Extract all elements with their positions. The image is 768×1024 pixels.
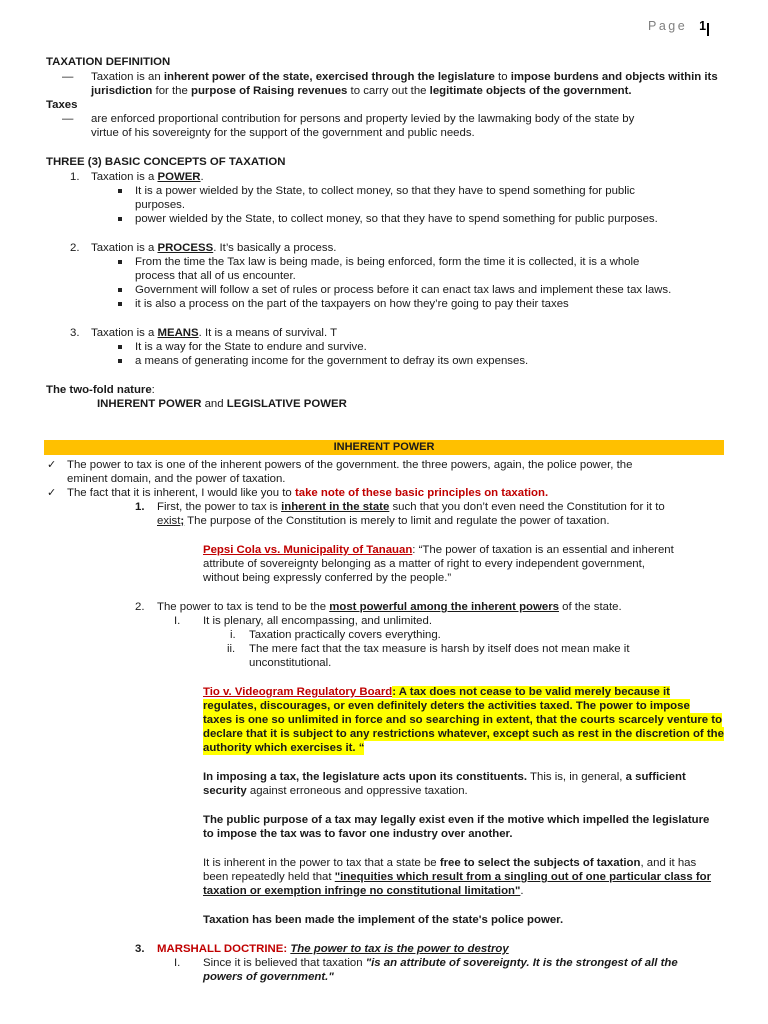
tio-case-line-4: declare that it is subject to any restrictions whatever, except such as rest in the discretion of the [203,728,724,740]
bullet-marker [118,217,122,221]
concept-2-title: Taxation is a PROCESS. It’s basically a process. [91,242,337,254]
bullet-marker [118,359,122,363]
inherent-power-banner-title: INHERENT POWER [333,441,435,453]
concept-3-number: 3. [70,327,80,339]
check-icon: ✓ [47,459,57,471]
sub-ii-number: ii. [227,643,236,655]
sub-ii-line-2: unconstitutional. [249,657,332,669]
sub-i-text: Taxation practically covers everything. [249,629,441,641]
subjects-paragraph-line-1: It is inherent in the power to tax that a state be free to select the subjects of taxation, and it has [203,857,697,869]
public-purpose-line-2: to impose the tax was to favor one industry over another. [203,828,513,840]
concept-1-number: 1. [70,171,80,183]
principle-1-line-2: exist; The purpose of the Constitution is merely to limit and regulate the power of taxation. [157,515,610,527]
sub-ii-line-1: The mere fact that the tax measure is harsh by itself does not mean make it [249,643,630,655]
bullet-marker [118,189,122,193]
page-label: Page [648,19,688,33]
taxes-line-1: are enforced proportional contribution for persons and property levied by the lawmaking body of the state by [91,113,635,125]
principle-1-number: 1. [135,501,145,513]
bullet-marker [118,345,122,349]
tio-case-line-5: authority which exercises it. “ [203,742,365,754]
concept-2-bullet-1-line-2: process that all of us encounter. [135,270,296,282]
concept-3-bullet-1: It is a way for the State to endure and survive. [135,341,367,353]
twofold-heading: The two-fold nature: [46,384,155,396]
pepsi-case-line-2: attribute of sovereignty belonging as a matter of right to every independent government, [203,558,645,570]
three-concepts-heading: THREE (3) BASIC CONCEPTS OF TAXATION [46,156,286,168]
dash-marker: — [62,113,74,125]
subjects-paragraph-line-2: been repeatedly held that "inequities which result from a singling out of one particular class for [203,871,712,883]
concept-1-title: Taxation is a POWER. [91,171,204,183]
plenary-text: It is plenary, all encompassing, and unlimited. [203,615,432,627]
taxes-line-2: virtue of his sovereignty for the support of the government and public needs. [91,127,475,139]
roman-numeral: I. [174,615,181,627]
concept-2-number: 2. [70,242,80,254]
dash-marker: — [62,71,74,83]
legislature-paragraph-line-1: In imposing a tax, the legislature acts upon its constituents. This is, in general, a sufficient [203,771,686,783]
sub-i-number: i. [230,629,236,641]
concept-2-bullet-3: it is also a process on the part of the taxpayers on how they’re going to pay their taxes [135,298,569,310]
check-icon: ✓ [47,487,57,499]
police-power-line: Taxation has been made the implement of the state's police power. [203,914,564,926]
concept-3-title: Taxation is a MEANS. It is a means of survival. T [91,327,338,339]
taxation-definition-line-2: jurisdiction for the purpose of Raising revenues to carry out the legitimate objects of the government. [91,85,632,97]
legislature-paragraph-line-2: security against erroneous and oppressive taxation. [203,785,468,797]
tio-case-line-1: Tio v. Videogram Regulatory Board: A tax does not cease to be valid merely because it [203,686,670,698]
bullet-marker [118,288,122,292]
pepsi-case-line-1: Pepsi Cola vs. Municipality of Tanauan: “The power of taxation is an essential and inherent [203,544,674,556]
tio-case-line-3: taxes is one so unlimited in force and so searching in extent, that the courts scarcely venture to [203,714,723,726]
tio-case-line-2: regulates, discourages, or even definitely deters the activities taxed. The power to impose [203,700,690,712]
principle-1-line-1: First, the power to tax is inherent in the state such that you don’t even need the Constitution for it to [157,501,665,513]
concept-3-bullet-2: a means of generating income for the government to defray its own expenses. [135,355,529,367]
principle-2-line: The power to tax is tend to be the most powerful among the inherent powers of the state. [157,601,622,613]
marshall-doctrine-line: MARSHALL DOCTRINE: The power to tax is the power to destroy [157,943,509,955]
public-purpose-line-1: The public purpose of a tax may legally exist even if the motive which impelled the legislature [203,814,710,826]
concept-1-bullet-1-line-1: It is a power wielded by the State, to collect money, so that they have to spend something for public [135,185,635,197]
concept-1-bullet-2: power wielded by the State, to collect money, so that they have to spend something for public purposes. [135,213,658,225]
sovereignty-line-2: powers of government." [203,971,334,983]
page-number: 1 [699,19,707,33]
bullet-marker [118,260,122,264]
roman-numeral: I. [174,957,181,969]
pepsi-case-link: Pepsi Cola vs. Municipality of Tanauan [203,544,413,556]
principle-3-number: 3. [135,943,145,955]
inherent-point-1-line-1: The power to tax is one of the inherent powers of the government. the three powers, again, the police power, the [67,459,633,471]
inherent-point-1-line-2: eminent domain, and the power of taxation. [67,473,286,485]
taxation-definition-heading: TAXATION DEFINITION [46,56,171,68]
sovereignty-line-1: Since it is believed that taxation "is an attribute of sovereignty. It is the strongest of all the [203,957,678,969]
principle-2-number: 2. [135,601,145,613]
taxation-definition-line-1: Taxation is an inherent power of the state, exercised through the legislature to impose burdens and objects within its [91,71,718,83]
twofold-powers: INHERENT POWER and LEGISLATIVE POWER [97,398,347,410]
concept-2-bullet-2: Government will follow a set of rules or process before it can enact tax laws and implement these tax laws. [135,284,672,296]
concept-2-bullet-1-line-1: From the time the Tax law is being made, is being enforced, form the time it is collected, it is a whole [135,256,640,268]
tio-case-link: Tio v. Videogram Regulatory Board [203,686,393,698]
concept-1-bullet-1-line-2: purposes. [135,199,186,211]
inherent-point-2: The fact that it is inherent, I would like you to take note of these basic principles on taxation. [67,487,549,499]
bullet-marker [118,302,122,306]
page-indicator [648,19,706,33]
taxes-heading: Taxes [46,99,78,111]
pepsi-case-line-3: without being expressly conferred by the people.” [203,572,452,584]
page-divider [707,23,709,36]
subjects-paragraph-line-3: taxation or exemption infringe no constitutional limitation". [203,885,524,897]
